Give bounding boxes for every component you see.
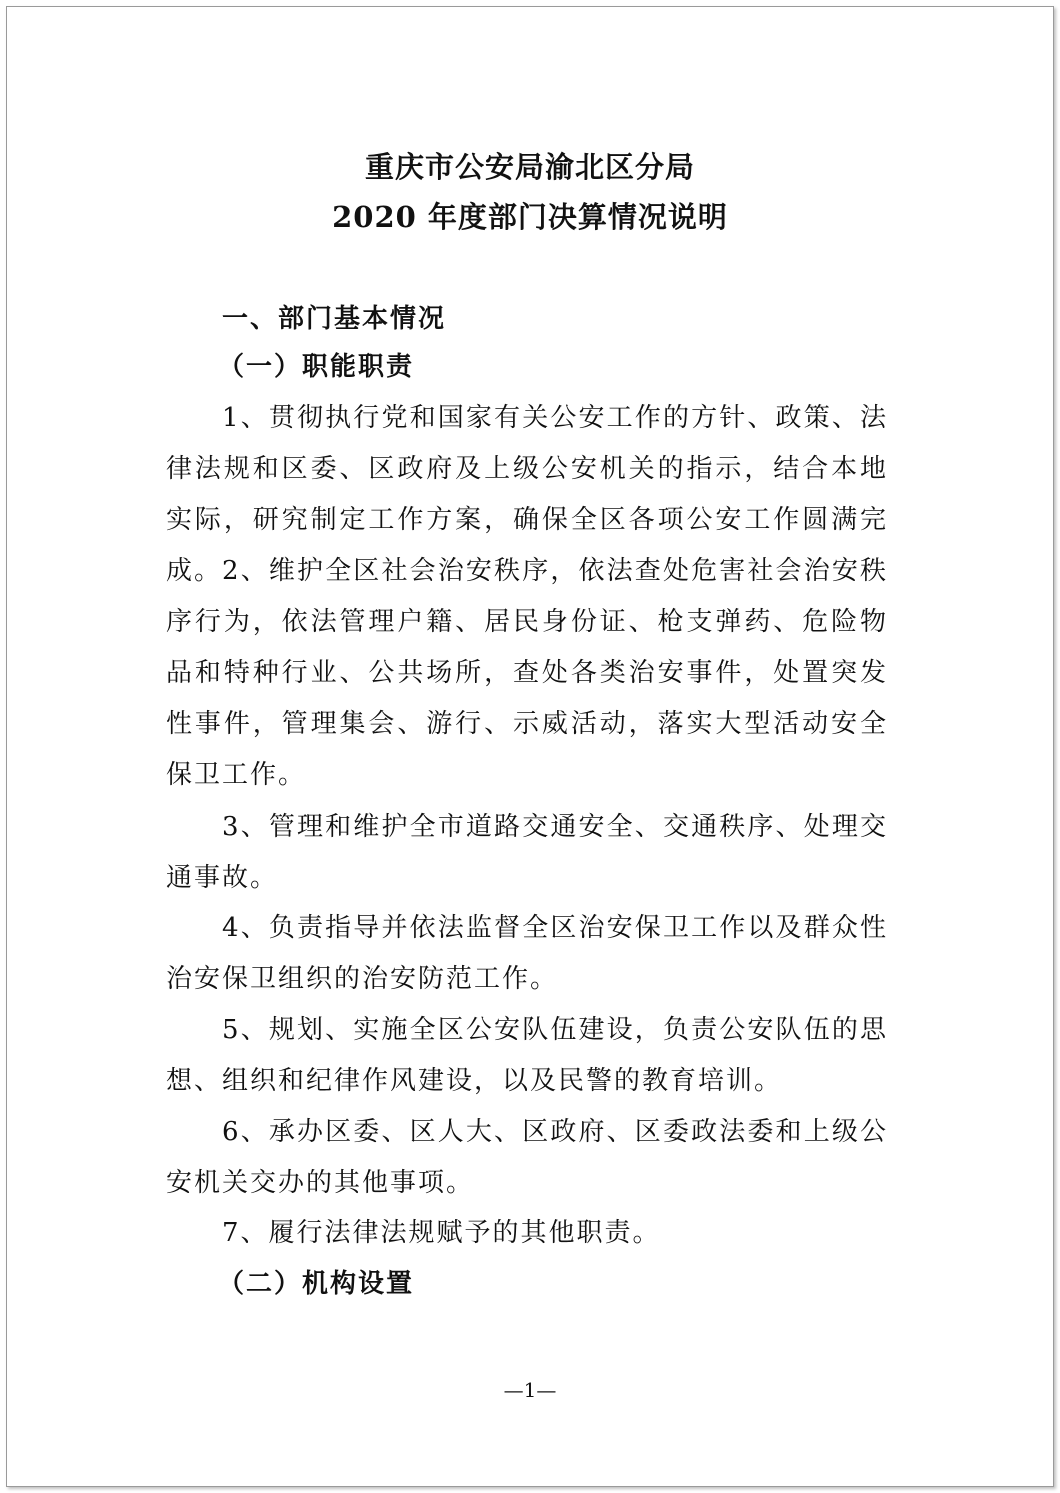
- page-number: —1—: [503, 1378, 557, 1402]
- document-title-line1: 重庆市公安局渝北区分局: [364, 150, 695, 184]
- paragraph-duty-2: 2、维护全区社会治安秩序，依法查处危害社会治安秩序行为，依法管理户籍、居民身份证、枪支弹药、危险物品和特种行业、公共场所，查处各类治安事件，处置突发性事件，管理集会、游行、示威活动，落实大型活动安全保卫工作。: [166, 556, 888, 790]
- paragraph-duty-3: 3、管理和维护全市道路交通安全、交通秩序、处理交通事故。: [166, 812, 888, 893]
- document-title-line2: 2020 年度部门决算情况说明: [332, 200, 728, 234]
- subsection-heading-organization: （二）机构设置: [218, 1269, 415, 1299]
- paragraph-duty-5: 5、规划、实施全区公安队伍建设，负责公安队伍的思想、组织和纪律作风建设，以及民警的教育培训。: [166, 1015, 888, 1096]
- paragraph-duty-1: 1、贯彻执行党和国家有关公安工作的方针、政策、法律法规和区委、区政府及上级公安机关的指示，结合本地实际，研究制定工作方案，确保全区各项公安工作圆满完成。: [166, 403, 888, 586]
- paragraph-duty-6: 6、承办区委、区人大、区政府、区委政法委和上级公安机关交办的其他事项。: [166, 1117, 888, 1198]
- subsection-heading-functions: （一）职能职责: [218, 352, 415, 382]
- paragraph-duty-7: 7、履行法律法规赋予的其他职责。: [222, 1218, 661, 1248]
- paragraph-duty-4: 4、负责指导并依法监督全区治安保卫工作以及群众性治安保卫组织的治安防范工作。: [166, 913, 888, 994]
- section-heading-basic-info: 一、部门基本情况: [222, 304, 447, 334]
